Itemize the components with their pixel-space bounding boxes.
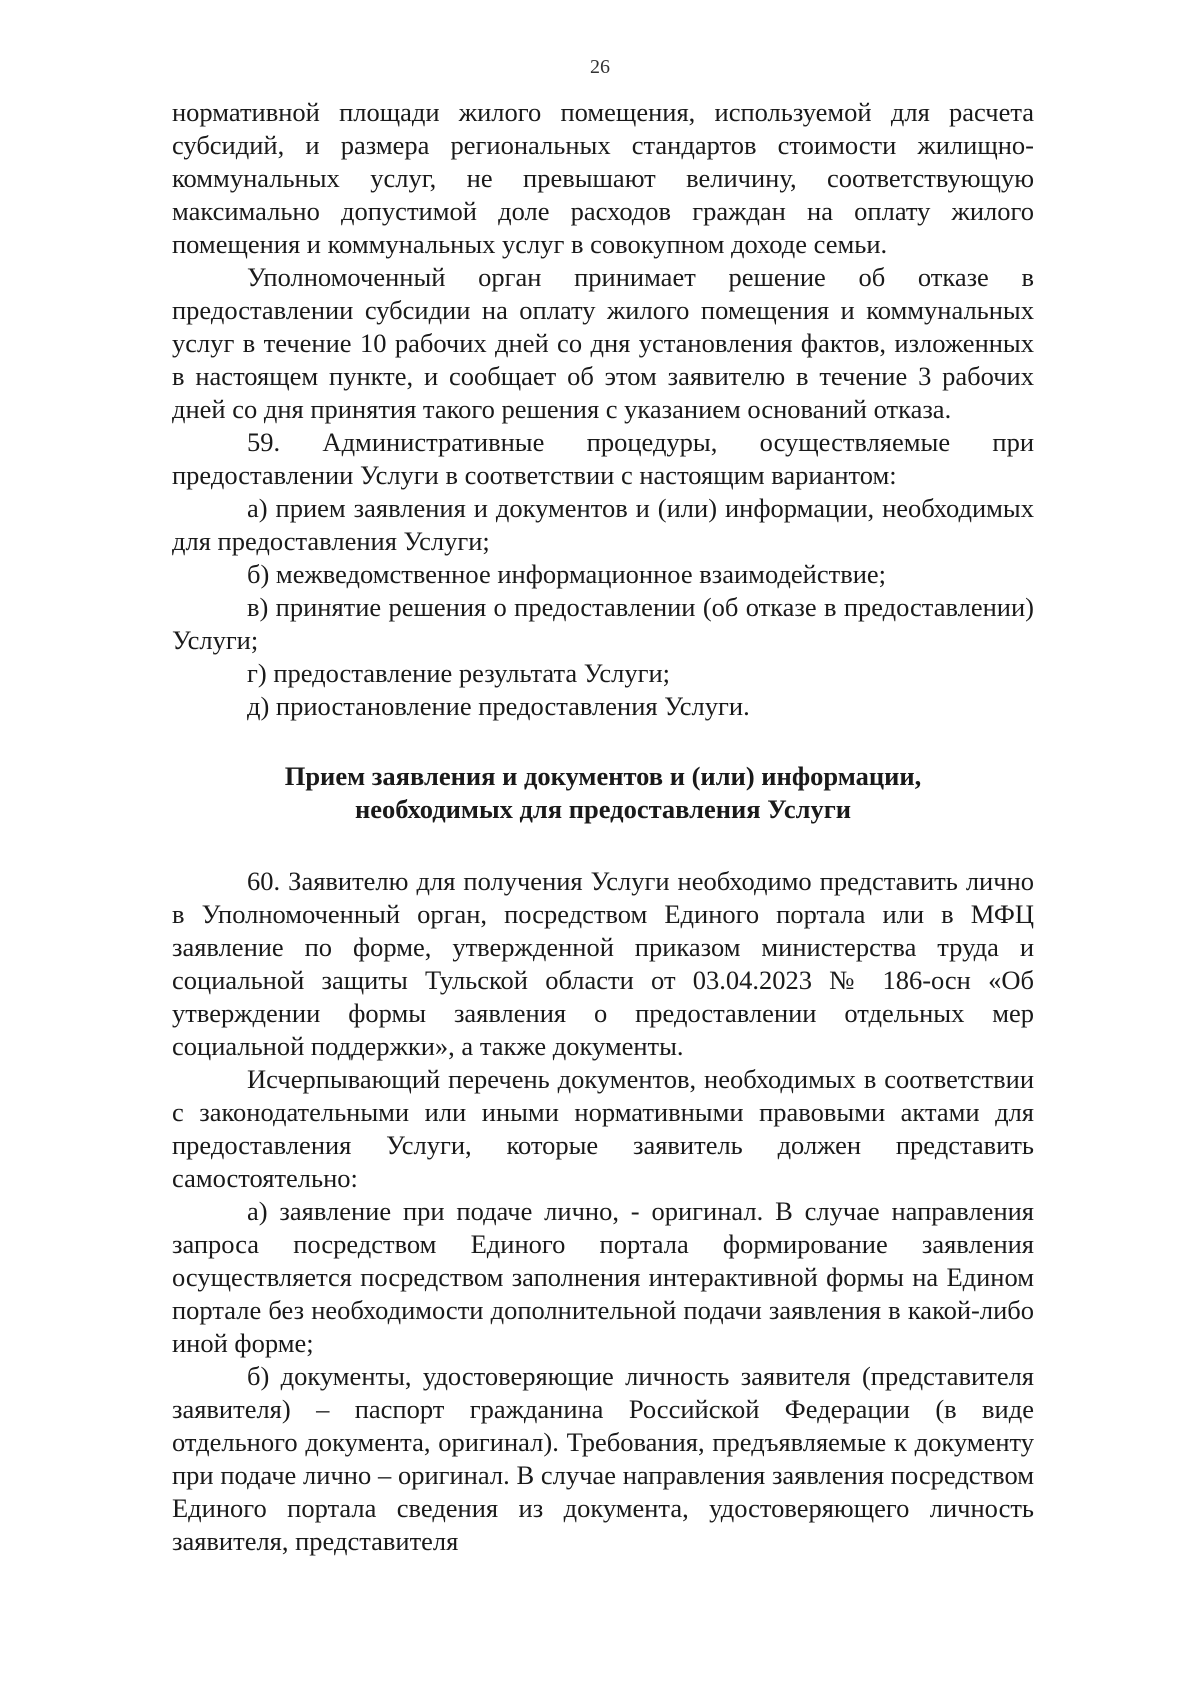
paragraph-documents-list-intro: Исчерпывающий перечень документов, необходимых в соответствии с законодательными или иными нормативными правовыми актами для предоставления Услуги, которые заявитель должен представить самостоятельно: — [172, 1064, 1034, 1193]
documents-list-item-a: а) заявление при подаче лично, - оригинал. В случае направления запроса посредством Единого портала формирование заявления осуществляется посредством заполнения интерактивной формы на Едином портале без необходимости дополнительной подачи заявления в какой-либо иной форме; — [172, 1196, 1034, 1358]
section-heading-line-1: Прием заявления и документов и (или) информации, — [284, 761, 922, 791]
list-item-b: б) межведомственное информационное взаимодействие; — [247, 559, 887, 589]
documents-list-item-b: б) документы, удостоверяющие личность заявителя (представителя заявителя) – паспорт гражданина Российской Федерации (в виде отдельного документа, оригинал). Требования, предъявляемые к документу при подаче лично – оригинал. В случае направления заявления посредством Единого портала сведения из документа, удостоверяющего личность заявителя, представителя — [172, 1361, 1034, 1556]
list-item-g: г) предоставление результата Услуги; — [247, 658, 671, 688]
list-item-d: д) приостановление предоставления Услуги. — [247, 691, 750, 721]
section-heading-line-2: необходимых для предоставления Услуги — [354, 794, 852, 824]
document-body — [172, 96, 1034, 1558]
paragraph-item-59: 59. Административные процедуры, осуществляемые при предоставлении Услуги в соответствии с настоящим вариантом: — [172, 427, 1034, 490]
paragraph-item-60: 60. Заявителю для получения Услуги необходимо представить лично в Уполномоченный орган, посредством Единого портала или в МФЦ заявление по форме, утвержденной приказом министерства труда и социальной защиты Тульской области от 03.04.2023 № 186-осн «Об утверждении формы заявления о предоставлении отдельных мер социальной поддержки», а также документы. — [172, 866, 1034, 1061]
paragraph-continuation: нормативной площади жилого помещения, используемой для расчета субсидий, и размера региональных стандартов стоимости жилищно-коммунальных услуг, не превышают величину, соответствующую максимально допустимой доле расходов граждан на оплату жилого помещения и коммунальных услуг в совокупном доходе семьи. — [172, 97, 1034, 259]
page-number: 26 — [590, 56, 610, 78]
list-item-v: в) принятие решения о предоставлении (об отказе в предоставлении) Услуги; — [172, 592, 1034, 655]
section-heading — [172, 760, 1034, 826]
paragraph-refusal-decision: Уполномоченный орган принимает решение об отказе в предоставлении субсидии на оплату жилого помещения и коммунальных услуг в течение 10 рабочих дней со дня установления фактов, изложенных в настоящем пункте, и сообщает об этом заявителю в течение 3 рабочих дней со дня принятия такого решения с указанием оснований отказа. — [172, 262, 1034, 424]
list-item-a: а) прием заявления и документов и (или) информации, необходимых для предоставления Услуги; — [172, 493, 1034, 556]
